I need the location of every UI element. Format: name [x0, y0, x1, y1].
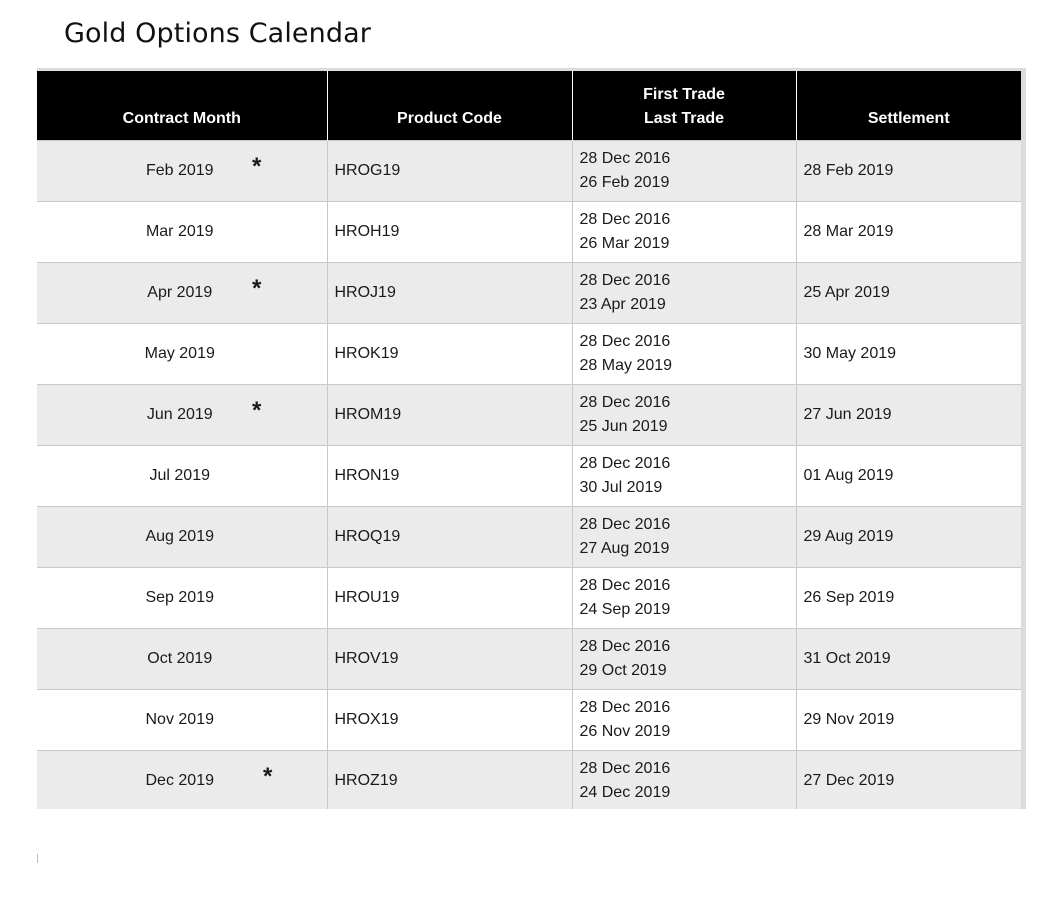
header-contract-month: Contract Month	[37, 71, 327, 141]
last-trade-date: 29 Oct 2019	[579, 662, 667, 679]
table-row	[37, 629, 1021, 690]
table-row	[37, 263, 1021, 324]
contract-month-cell	[37, 507, 327, 568]
page-title: Gold Options Calendar	[64, 18, 371, 49]
product-code: HROQ19	[327, 507, 572, 568]
table-row	[37, 202, 1021, 263]
contract-month: Feb 2019	[145, 162, 214, 179]
contract-month: Oct 2019	[147, 650, 213, 667]
asterisk-icon: *	[263, 763, 273, 790]
product-code: HROX19	[327, 690, 572, 751]
header-row	[37, 71, 1021, 141]
contract-month-cell	[37, 202, 327, 263]
contract-month-cell	[37, 751, 327, 810]
product-code: HROG19	[327, 141, 572, 202]
last-trade-date: 28 May 2019	[579, 357, 673, 374]
contract-month-cell	[37, 263, 327, 324]
header-last-trade: Last Trade	[643, 110, 725, 127]
last-trade-date: 24 Sep 2019	[579, 601, 671, 618]
first-trade-date: 28 Dec 2016	[579, 394, 671, 411]
first-trade-date: 28 Dec 2016	[579, 211, 671, 228]
contract-month-cell	[37, 629, 327, 690]
product-code: HROK19	[327, 324, 572, 385]
settlement-date: 31 Oct 2019	[796, 629, 1021, 690]
last-trade-date: 26 Mar 2019	[579, 235, 670, 252]
table-row	[37, 690, 1021, 751]
product-code: HROU19	[327, 568, 572, 629]
table-row	[37, 568, 1021, 629]
trade-dates-cell	[572, 263, 796, 324]
contract-month-cell	[37, 385, 327, 446]
contract-month-cell	[37, 324, 327, 385]
table-row	[37, 751, 1021, 810]
asterisk-icon: *	[252, 275, 262, 302]
contract-month: Nov 2019	[145, 711, 214, 728]
table-row	[37, 507, 1021, 568]
contract-month: May 2019	[144, 345, 215, 362]
trade-dates-cell	[572, 629, 796, 690]
first-trade-date: 28 Dec 2016	[579, 760, 671, 777]
trade-dates-cell	[572, 751, 796, 810]
settlement-date: 29 Aug 2019	[796, 507, 1021, 568]
options-calendar-table	[37, 71, 1021, 809]
product-code: HROJ19	[327, 263, 572, 324]
trade-dates-cell	[572, 446, 796, 507]
contract-month: Mar 2019	[145, 223, 214, 240]
product-code: HROV19	[327, 629, 572, 690]
product-code: HROH19	[327, 202, 572, 263]
first-trade-date: 28 Dec 2016	[579, 516, 671, 533]
header-product-code: Product Code	[327, 71, 572, 141]
contract-month: Jun 2019	[146, 406, 213, 423]
asterisk-icon: *	[252, 153, 262, 180]
contract-month: Sep 2019	[145, 589, 214, 606]
last-trade-date: 27 Aug 2019	[579, 540, 670, 557]
table-row	[37, 446, 1021, 507]
settlement-date: 29 Nov 2019	[796, 690, 1021, 751]
trade-dates-cell	[572, 141, 796, 202]
contract-month-cell	[37, 446, 327, 507]
settlement-date: 25 Apr 2019	[796, 263, 1021, 324]
header-first-trade: First Trade	[643, 86, 725, 103]
settlement-date: 26 Sep 2019	[796, 568, 1021, 629]
trade-dates-cell	[572, 385, 796, 446]
header-settlement: Settlement	[796, 71, 1021, 141]
table-row	[37, 141, 1021, 202]
first-trade-date: 28 Dec 2016	[579, 455, 671, 472]
first-trade-date: 28 Dec 2016	[579, 333, 671, 350]
last-trade-date: 24 Dec 2019	[579, 784, 671, 801]
contract-month: Aug 2019	[145, 528, 214, 545]
product-code: HROM19	[327, 385, 572, 446]
table-row	[37, 324, 1021, 385]
last-trade-date: 30 Jul 2019	[579, 479, 663, 496]
contract-month: Apr 2019	[147, 284, 213, 301]
last-trade-date: 26 Feb 2019	[579, 174, 670, 191]
settlement-date: 28 Mar 2019	[796, 202, 1021, 263]
trade-dates-cell	[572, 202, 796, 263]
settlement-date: 27 Jun 2019	[796, 385, 1021, 446]
contract-month-cell	[37, 568, 327, 629]
trade-dates-cell	[572, 507, 796, 568]
last-trade-date: 23 Apr 2019	[579, 296, 666, 313]
first-trade-date: 28 Dec 2016	[579, 150, 671, 167]
first-trade-date: 28 Dec 2016	[579, 699, 671, 716]
first-trade-date: 28 Dec 2016	[579, 638, 671, 655]
asterisk-icon: *	[252, 397, 262, 424]
divider-tick	[37, 854, 38, 863]
trade-dates-cell	[572, 568, 796, 629]
first-trade-date: 28 Dec 2016	[579, 577, 671, 594]
options-calendar-table-frame[interactable]	[37, 68, 1026, 809]
first-trade-date: 28 Dec 2016	[579, 272, 671, 289]
contract-month: Dec 2019	[145, 772, 214, 789]
product-code: HROZ19	[327, 751, 572, 810]
settlement-date: 27 Dec 2019	[796, 751, 1021, 810]
trade-dates-cell	[572, 324, 796, 385]
settlement-date: 01 Aug 2019	[796, 446, 1021, 507]
contract-month-cell	[37, 690, 327, 751]
settlement-date: 30 May 2019	[796, 324, 1021, 385]
last-trade-date: 26 Nov 2019	[579, 723, 671, 740]
settlement-date: 28 Feb 2019	[796, 141, 1021, 202]
contract-month: Jul 2019	[149, 467, 210, 484]
last-trade-date: 25 Jun 2019	[579, 418, 668, 435]
trade-dates-cell	[572, 690, 796, 751]
table-row	[37, 385, 1021, 446]
header-trade-dates	[572, 71, 796, 141]
product-code: HRON19	[327, 446, 572, 507]
contract-month-cell	[37, 141, 327, 202]
